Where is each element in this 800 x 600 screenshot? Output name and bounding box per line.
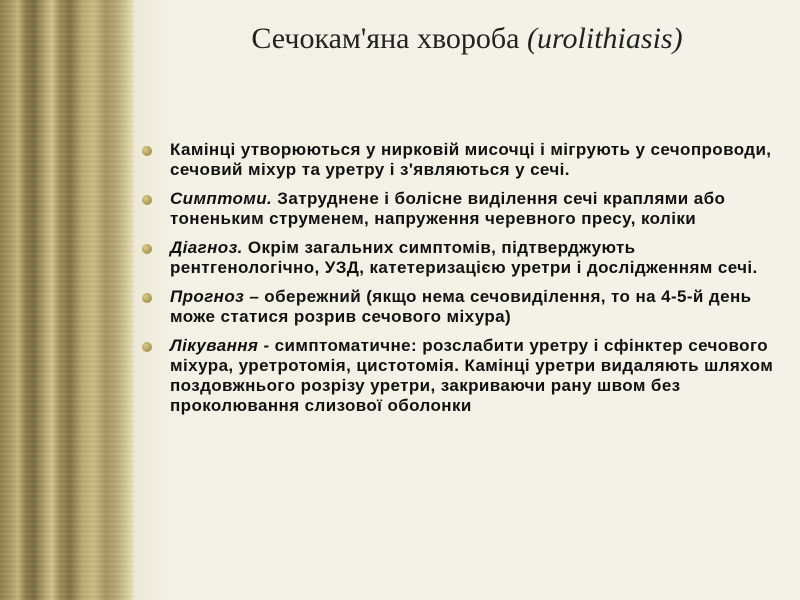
bullet-item-treatment — [142, 336, 782, 416]
title-latin: (urolithiasis) — [527, 22, 683, 55]
bullet-item-diagnosis — [142, 238, 782, 278]
slide-title — [134, 22, 800, 56]
bullet-lead: Лікування - — [170, 336, 270, 355]
bullet-icon — [142, 244, 152, 254]
bullet-item-stones — [142, 140, 782, 180]
bullet-icon — [142, 293, 152, 303]
title-main: Сечокам'яна хвороба — [251, 22, 520, 55]
bullet-icon — [142, 146, 152, 156]
bullet-icon — [142, 342, 152, 352]
bullet-item-symptoms — [142, 189, 782, 229]
bullet-text: Затруднене і болісне виділення сечі краплями або тоненьким струменем, напруження черевного пресу, коліки — [170, 189, 726, 228]
bullet-text: Окрім загальних симптомів, підтверджують рентгенологічно, УЗД, катетеризацією уретри і дослідженням сечі. — [170, 238, 758, 277]
bullet-lead: Діагноз. — [170, 238, 243, 257]
decorative-left-band — [0, 0, 134, 600]
bullet-text: – обережний (якщо нема сечовиділення, то на 4-5-й день може статися розрив сечового міхура) — [170, 287, 752, 326]
bullet-text: Камінці утворюються у нирковій мисочці і мігрують у сечопроводи, сечовий міхур та уретру і з'являються у сечі. — [170, 140, 772, 179]
bullet-item-prognosis — [142, 287, 782, 327]
bullet-list — [142, 140, 782, 425]
bullet-icon — [142, 195, 152, 205]
bullet-lead: Симптоми. — [170, 189, 273, 208]
bullet-text: симптоматичне: розслабити уретру і сфінктер сечового міхура, уретротомія, цистотомія. Камінці уретри видаляють шляхом поздовжнього розрізу уретри, закриваючи рану швом без проколювання слизової оболонки — [170, 336, 774, 415]
bullet-lead: Прогноз — [170, 287, 245, 306]
